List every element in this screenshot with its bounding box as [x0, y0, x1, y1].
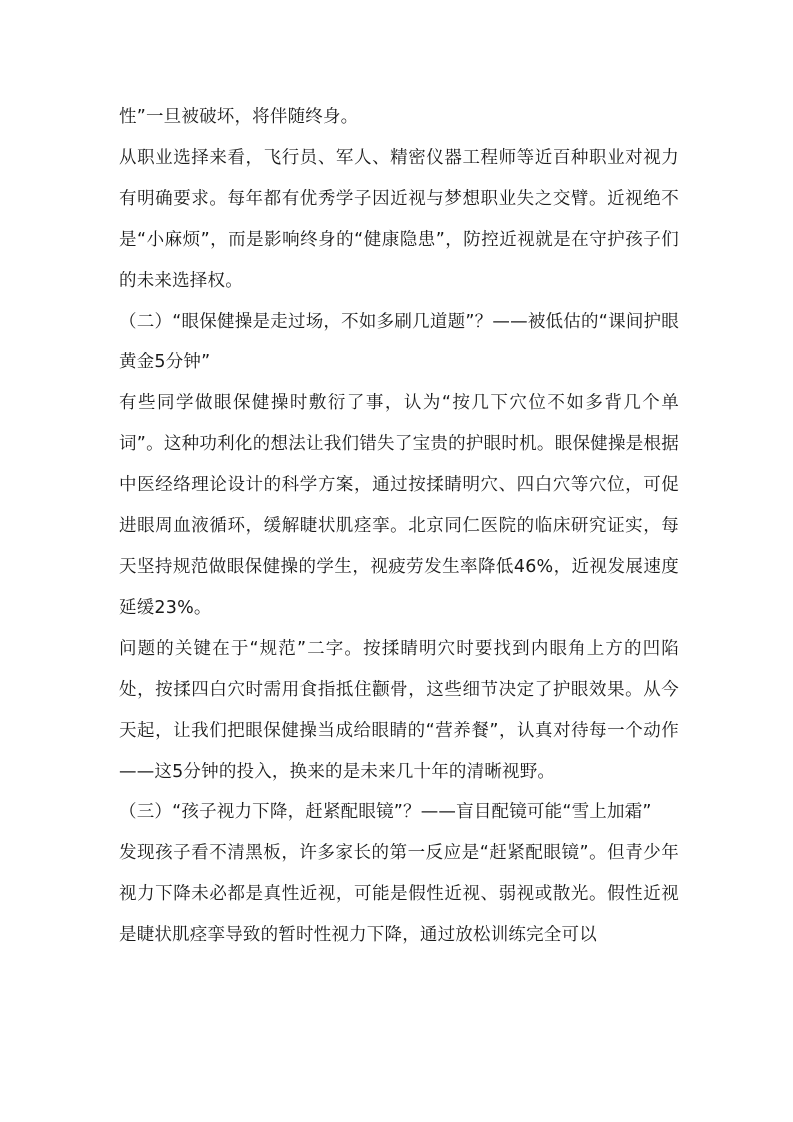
paragraph-eye-exercise: 有些同学做眼保健操时敷衍了事，认为“按几下穴位不如多背几个单词”。这种功利化的想法让我们错失了宝贵的护眼时机。眼保健操是根据中医经络理论设计的科学方案，通过按揉睛明穴、四白穴等穴位，可促进眼周血液循环，缓解睫状肌痉挛。北京同仁医院的临床研究证实，每天坚持规范做眼保健操的学生，视疲劳发生率降低46%，近视发展速度延缓23%。 — [119, 393, 679, 618]
paragraph-standard-practice: 问题的关键在于“规范”二字。按揉睛明穴时要找到内眼角上方的凹陷处，按揉四白穴时需用食指抵住颧骨，这些细节决定了护眼效果。从今天起，让我们把眼保健操当成给眼睛的“营养餐”，认真对待每一个动作——这5分钟的投入，换来的是未来几十年的清晰视野。 — [119, 638, 679, 782]
paragraph-career-choice: 从职业选择来看，飞行员、军人、精密仪器工程师等近百种职业对视力有明确要求。每年都有优秀学子因近视与梦想职业失之交臂。近视绝不是“小麻烦”，而是影响终身的“健康隐患”，防控近视就是在守护孩子们的未来选择权。 — [119, 147, 679, 291]
section-heading-2: （二）“眼保健操是走过场，不如多刷几道题”？——被低估的“课间护眼黄金5分钟” — [119, 311, 679, 373]
paragraph-glasses: 发现孩子看不清黑板，许多家长的第一反应是“赶紧配眼镜”。但青少年视力下降未必都是真性近视，可能是假性近视、弱视或散光。假性近视是睫状肌痉挛导致的暂时性视力下降，通过放松训练完全可以 — [119, 843, 679, 946]
paragraph-continuation: 性”一旦被破坏，将伴随终身。 — [119, 107, 359, 127]
section-heading-3: （三）“孩子视力下降，赶紧配眼镜”？——盲目配镜可能“雪上加霜” — [119, 802, 652, 823]
document-body — [119, 97, 679, 956]
